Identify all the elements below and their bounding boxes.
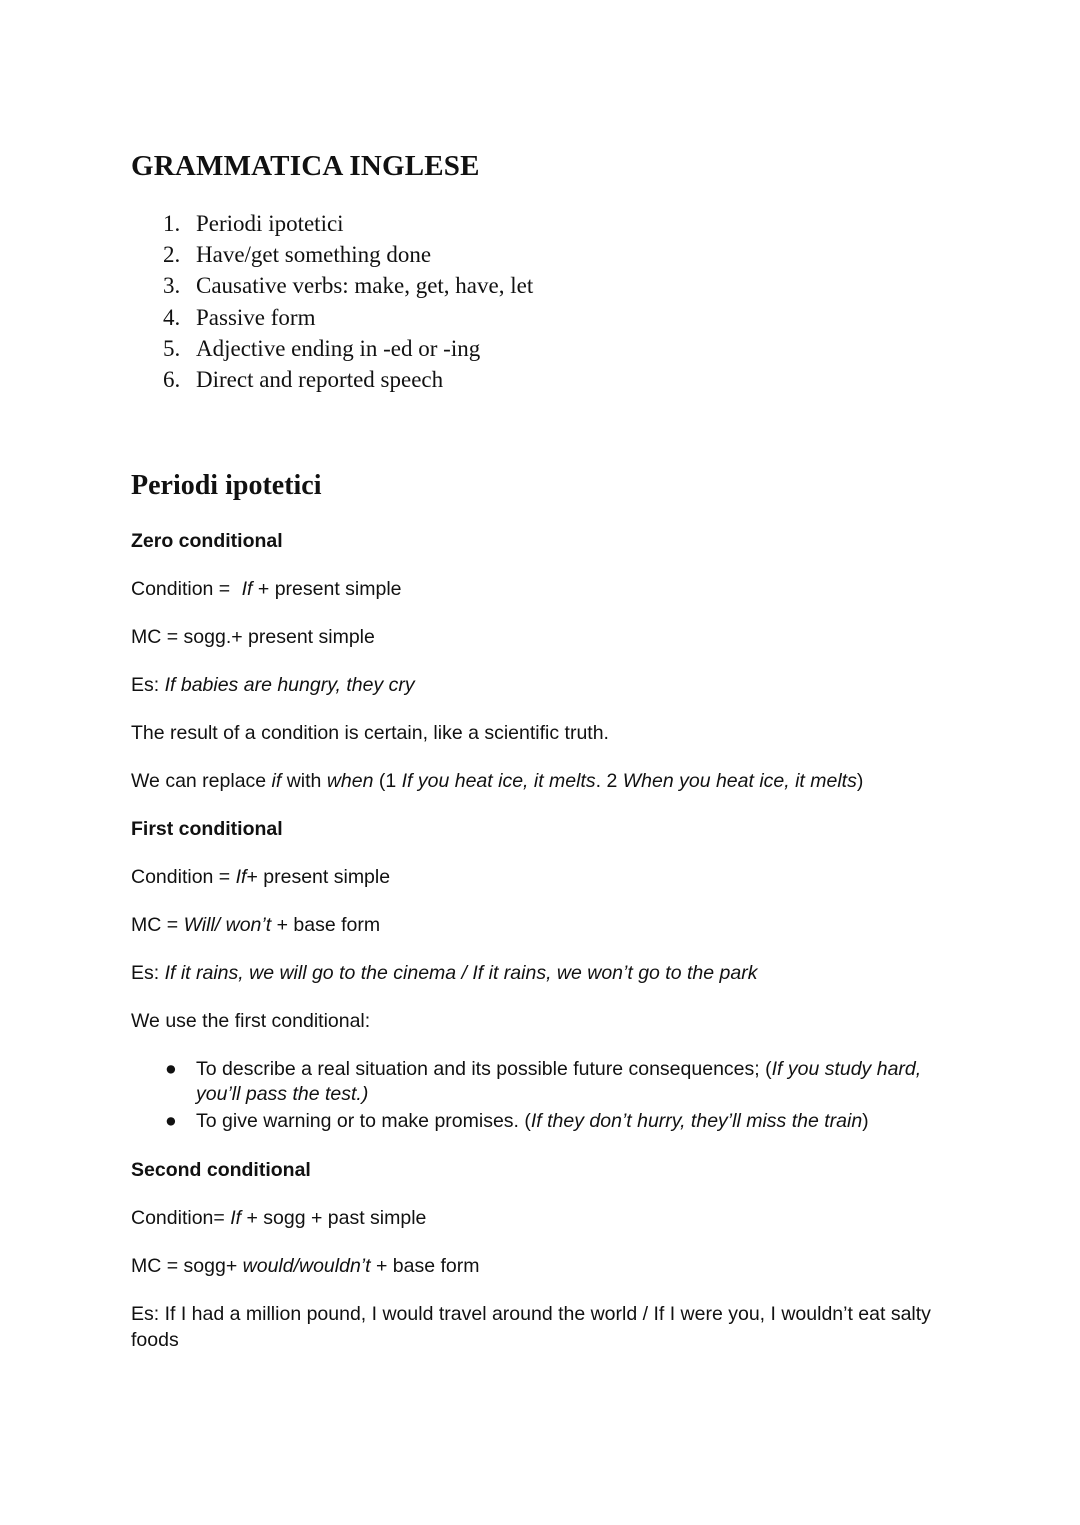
zero-condition-line: Condition = If + present simple — [131, 578, 402, 600]
toc-number: 5. — [163, 335, 181, 361]
first-use-list — [131, 1057, 961, 1134]
toc-item — [163, 270, 533, 301]
toc-number: 6. — [163, 367, 181, 393]
toc-item — [163, 302, 533, 333]
list-item: ● To describe a real situation and its possible future consequences; (If you study hard, you’ll pass the test.) — [165, 1058, 922, 1105]
table-of-contents — [163, 208, 533, 395]
zero-mc-line: MC = sogg.+ present simple — [131, 626, 375, 648]
second-mc-line: MC = sogg+ would/wouldn’t + base form — [131, 1255, 480, 1277]
first-conditional-heading: First conditional — [131, 818, 283, 840]
document-title: GRAMMATICA INGLESE — [131, 150, 480, 182]
toc-label: Passive form — [196, 304, 316, 330]
first-use-intro: We use the first conditional: — [131, 1010, 371, 1032]
toc-number: 4. — [163, 304, 181, 330]
toc-number: 1. — [163, 211, 181, 236]
toc-item — [163, 239, 533, 270]
toc-item — [163, 364, 533, 395]
zero-conditional-heading: Zero conditional — [131, 530, 283, 552]
second-condition-line: Condition= If + sogg + past simple — [131, 1207, 427, 1229]
section-title: Periodi ipotetici — [131, 470, 322, 501]
first-mc-line: MC = Will/ won’t + base form — [131, 914, 381, 936]
second-conditional-heading: Second conditional — [131, 1159, 311, 1181]
first-example-line: Es: If it rains, we will go to the cinema / If it rains, we won’t go to the park — [131, 962, 758, 984]
zero-note-line: The result of a condition is certain, like a scientific truth. — [131, 722, 609, 744]
list-item: ● To give warning or to make promises. (If they don’t hurry, they’ll miss the train) — [165, 1110, 869, 1132]
toc-label: Have/get something done — [196, 242, 432, 268]
second-example-line: Es: If I had a million pound, I would travel around the world / If I were you, I wouldn’t eat salty foods — [131, 1303, 931, 1351]
toc-number: 3. — [163, 273, 181, 299]
toc-label: Adjective ending in -ed or -ing — [196, 335, 481, 361]
zero-example-line: Es: If babies are hungry, they cry — [131, 674, 415, 696]
toc-label: Causative verbs: make, get, have, let — [196, 273, 534, 299]
toc-label: Periodi ipotetici — [196, 211, 344, 236]
bullet-icon: ● — [165, 1110, 177, 1132]
toc-number: 2. — [163, 242, 181, 268]
first-condition-line: Condition = If+ present simple — [131, 866, 391, 888]
zero-replace-line: We can replace if with when (1 If you heat ice, it melts. 2 When you heat ice, it melts) — [131, 770, 864, 792]
toc-item — [163, 208, 533, 239]
bullet-icon: ● — [165, 1058, 177, 1080]
toc-label: Direct and reported speech — [196, 367, 444, 393]
toc-item — [163, 333, 533, 364]
